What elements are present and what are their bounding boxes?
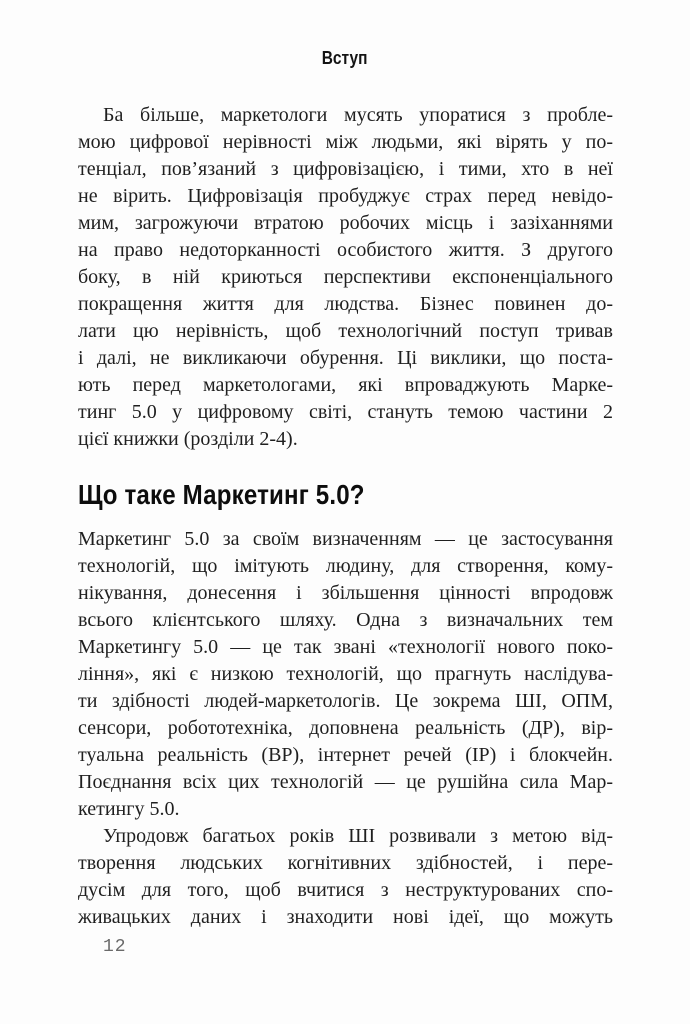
section-heading [78,478,613,512]
text-line: творення людських когнітивних здібностей, і пере- [78,852,613,874]
text-line: Упродовж багатьох років ШІ розвивали з метою від- [103,825,613,847]
text-line: мою цифрової нерівності між людьми, які вірять у по- [78,131,613,153]
paragraph [78,526,613,823]
running-head-label: Вступ [322,48,368,68]
text-line: сенсори, робототехніка, доповнена реальність (ДР), вір- [78,717,613,739]
text-line: боку, в ній криються перспективи експоненціального [78,266,613,288]
text-line: тинг 5.0 у цифровому світі, стануть темою частини 2 [78,401,613,423]
text-line: не вірить. Цифровізація пробуджує страх перед невідо- [78,185,613,207]
text-line: тенціал, пов’язаний з цифровізацією, і тими, хто в неї [78,158,613,180]
text-line: ти здібності людей-маркетологів. Це зокрема ШІ, ОПМ, [78,690,613,712]
text-line: дусім для того, щоб вчитися з неструктурованих спо- [78,879,613,901]
paragraph [78,102,613,453]
text-line: туальна реальність (ВР), інтернет речей (ІР) і блокчейн. [78,744,613,766]
page-number: 12 [103,937,127,957]
text-line: на право недоторканності особистого життя. З другого [78,239,613,261]
text-line: Ба більше, маркетологи мусять упоратися з пробле- [103,104,613,126]
text-line: і далі, не викликаючи обурення. Ці виклики, що поста- [78,347,613,369]
text-line: мим, загрожуючи втратою робочих місць і зазіханнями [78,212,613,234]
body-text [78,102,613,931]
text-line: технологій, що імітують людину, для створення, кому- [78,555,613,577]
text-line: всього клієнтського шляху. Одна з визначальних тем [78,609,613,631]
text-line: Маркетинг 5.0 за своїм визначенням — це застосування [78,528,613,550]
paragraph [78,823,613,931]
text-line: нікування, донесення і збільшення цінності впродовж [78,582,613,604]
section-heading-label: Що таке Маркетинг 5.0? [78,479,365,510]
running-head [0,47,690,69]
text-line: лати цю нерівність, щоб технологічний поступ тривав [78,320,613,342]
text-line: ління», які є низкою технологій, що прагнуть наслідува- [78,663,613,685]
text-line: покращення життя для людства. Бізнес повинен до- [78,293,613,315]
text-line: кетингу 5.0. [78,798,180,820]
text-line: Маркетингу 5.0 — це так звані «технології нового поко- [78,636,613,658]
text-line: Поєднання всіх цих технологій — це рушійна сила Мар- [78,771,613,793]
text-line: ють перед маркетологами, які впроваджують Марке- [78,374,613,396]
text-line: живацьких даних і знаходити нові ідеї, що можуть [78,906,613,928]
text-line: цієї книжки (розділи 2-4). [78,428,298,450]
